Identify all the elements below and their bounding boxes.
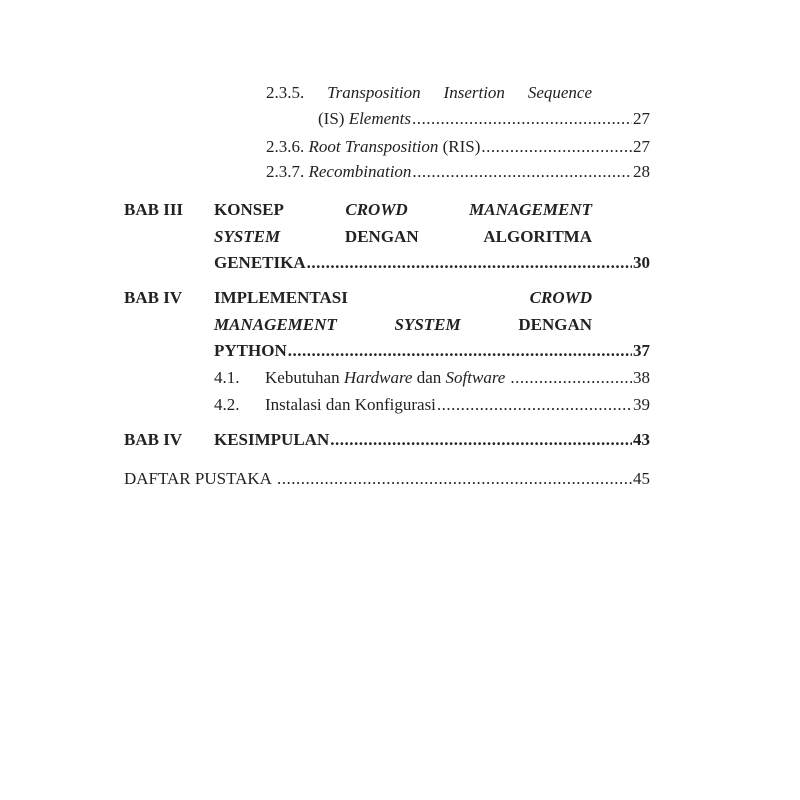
title-word: SYSTEM [394, 315, 461, 334]
section-number: 2.3.7. [266, 162, 305, 181]
chapter-label: BAB IV [124, 430, 183, 449]
title-word: DENGAN [344, 227, 419, 246]
page-number: 27 [633, 109, 650, 128]
page-number: 45 [633, 469, 650, 488]
chapter-label: BAB III [124, 200, 184, 219]
title-word: CROWD [345, 200, 408, 219]
toc-entry-4-1[interactable] [265, 368, 650, 388]
title-italic: Elements [348, 109, 412, 128]
title-text: (IS) [318, 109, 349, 128]
dot-leader [412, 109, 632, 129]
dot-leader [277, 469, 632, 489]
title-word: GENETIKA [214, 253, 306, 272]
toc-entry-2-3-5-line1[interactable] [266, 83, 592, 103]
title-word: Sequence [527, 83, 592, 102]
title-text: dan [412, 368, 446, 387]
title-italic: Recombination [308, 162, 412, 181]
toc-entry-daftar-pustaka[interactable] [124, 469, 650, 489]
dot-leader [288, 341, 632, 361]
toc-entry-2-3-7[interactable] [266, 162, 650, 182]
title-word: KONSEP [214, 200, 284, 219]
toc-entry-bab4-line2[interactable] [214, 315, 592, 335]
title-word: MANAGEMENT [469, 200, 592, 219]
dot-leader [307, 253, 632, 273]
dot-leader [510, 368, 632, 388]
section-number: 2.3.6. [266, 137, 305, 156]
title-word: ALGORITMA [483, 227, 592, 246]
title-word: DENGAN [518, 315, 592, 334]
toc-entry-2-3-5-line2[interactable] [318, 109, 650, 129]
toc-entry-bab4-line3[interactable] [214, 341, 650, 361]
chapter-label: BAB IV [124, 288, 183, 307]
section-number: 4.1. [214, 368, 240, 387]
title-text: KESIMPULAN [214, 430, 330, 449]
title-italic: Software [445, 368, 506, 387]
page-number: 43 [633, 430, 650, 449]
title-word: SYSTEM [214, 227, 281, 246]
page-number: 27 [633, 137, 650, 156]
title-word: MANAGEMENT [214, 315, 337, 334]
section-number: 2.3.5. [266, 83, 305, 102]
toc-entry-kesimpulan[interactable] [214, 430, 650, 450]
section-number: 4.2. [214, 395, 240, 414]
dot-leader [437, 395, 632, 415]
toc-entry-bab3-line2[interactable] [214, 227, 592, 247]
page-number: 38 [633, 368, 650, 387]
toc-entry-bab4-line1[interactable] [214, 288, 592, 308]
dot-leader [330, 430, 632, 450]
title-word: Insertion [443, 83, 505, 102]
toc-entry-bab3-line3[interactable] [214, 253, 650, 273]
toc-entry-2-3-6[interactable] [266, 137, 650, 157]
title-text: DAFTAR PUSTAKA [124, 469, 272, 488]
title-word: IMPLEMENTASI [214, 288, 348, 307]
title-word: PYTHON [214, 341, 287, 360]
toc-entry-bab3-line1[interactable] [214, 200, 592, 220]
title-word: Transposition [327, 83, 421, 102]
title-text: Instalasi dan Konfigurasi [265, 395, 436, 414]
toc-entry-4-2[interactable] [265, 395, 650, 415]
title-text: Kebutuhan [265, 368, 344, 387]
title-italic: Hardware [343, 368, 413, 387]
title-text: (RIS) [438, 137, 481, 156]
dot-leader [481, 137, 632, 157]
title-word: CROWD [529, 288, 592, 307]
dot-leader [412, 162, 632, 182]
title-italic: Root Transposition [308, 137, 439, 156]
page-number: 30 [633, 253, 650, 272]
page-number: 39 [633, 395, 650, 414]
page-number: 28 [633, 162, 650, 181]
page-number: 37 [633, 341, 650, 360]
